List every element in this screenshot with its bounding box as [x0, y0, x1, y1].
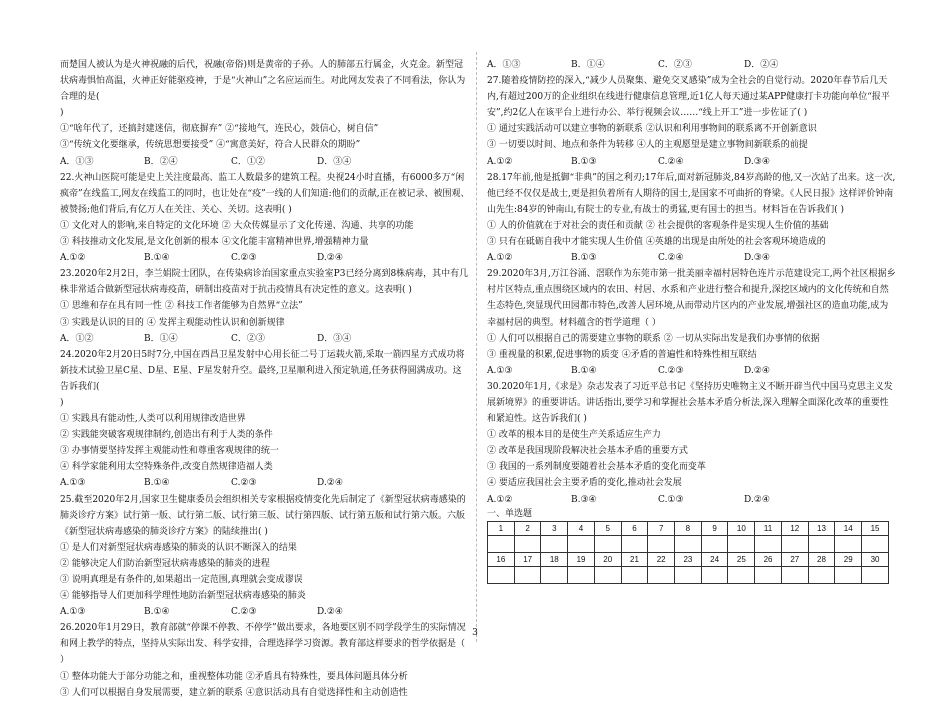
answer-blank-cell[interactable]: [675, 536, 702, 553]
answer-option: A.①②: [487, 494, 513, 505]
answer-blank-cell[interactable]: [648, 536, 675, 553]
question-line: ② 实践能突破客观规律制约,创造出有利于人类的条件: [60, 430, 273, 441]
answer-blank-cell[interactable]: [808, 567, 835, 584]
answer-option: C.②③: [231, 478, 257, 489]
question-line: ① 文化对人的影响,来自特定的文化环境 ② 大众传媒显示了文化传递、沟通、共享的功能: [60, 220, 414, 231]
answer-blank-cell[interactable]: [488, 536, 515, 553]
question-line: ① 人们可以根据自己的需要建立事物的联系 ② 一切从实际出发是我们办事情的依据: [487, 333, 820, 344]
answer-number-cell: 26: [755, 553, 782, 567]
answer-option: D.②④: [317, 253, 343, 264]
question-line: ④ 要适应我国社会主要矛盾的变化,推动社会发展: [487, 478, 682, 489]
question-line: 29.2020年3月,万江谷涌、滘联作为东莞市第一批美丽幸福村居特色连片示范建设完工,两个社区根据乡村片区特点,重点围绕区域内的农田、村居、水系和产业进行整合和提升,深挖区域内的文化传统和自然生态特色,突显现代田园都市特色,改善人居环境,从而带动片区内的产业发展,增强社区的造血功能,成为幸福村居的典型。材料蕴含的哲学道理（ ）: [487, 269, 896, 328]
answer-blank-cell[interactable]: [835, 536, 862, 553]
answer-option: B.①④: [144, 607, 170, 618]
answer-option: C.②③: [231, 253, 257, 264]
answer-blank-cell[interactable]: [701, 567, 728, 584]
answer-number-cell: 14: [835, 522, 862, 536]
answer-number-cell: 19: [568, 553, 595, 567]
column-divider: [476, 52, 477, 642]
answer-option: A.①③: [60, 607, 86, 618]
answer-number-cell: 1: [488, 522, 515, 536]
answer-option: A．①③: [487, 60, 521, 70]
question-line: 24.2020年2月20日5时7分,中国在西昌卫星发射中心用长征二号丁运载火箭,采取一箭四星方式成功将新技术试验卫星C星、D星、E星、F星发射升空。最终,卫星顺利进入预定轨道,任务获得圆满成功。这告诉我们(: [60, 349, 465, 392]
answer-option: A．①③: [60, 156, 94, 167]
answer-number-cell: 27: [781, 553, 808, 567]
answer-blank-cell[interactable]: [514, 536, 541, 553]
question-line: ③ 说明真理是有条件的,如果超出一定范围,真理就会变成谬误: [60, 575, 303, 585]
answer-number-cell: 30: [862, 553, 889, 567]
answer-number-cell: 28: [808, 553, 835, 567]
answer-number-row: [488, 553, 889, 567]
answer-option: B.①③: [571, 156, 597, 167]
answer-options: [60, 475, 470, 491]
question-line: ① 人的价值就在于对社会的责任和贡献 ② 社会提供的客观条件是实现人生价值的基础: [487, 220, 829, 231]
answer-number-cell: 13: [808, 522, 835, 536]
answer-option: A.①②: [60, 253, 86, 264]
answer-blank-cell[interactable]: [488, 567, 515, 584]
answer-blank-cell[interactable]: [755, 567, 782, 584]
left-column: [60, 57, 470, 701]
answer-number-cell: 22: [648, 553, 675, 567]
answer-blank-cell[interactable]: [514, 567, 541, 584]
answer-number-cell: 21: [621, 553, 648, 567]
answer-number-cell: 8: [675, 522, 702, 536]
answer-option: D.②④: [744, 365, 770, 376]
answer-number-cell: 17: [514, 553, 541, 567]
answer-blank-cell[interactable]: [835, 567, 862, 584]
question-line: ③ 科技推动文化发展,是文化创新的根本 ④文化能丰富精神世界,增强精神力量: [60, 237, 369, 248]
answer-option: A.①②: [487, 253, 513, 264]
answer-number-cell: 20: [594, 553, 621, 567]
answer-options: [487, 250, 897, 266]
answer-number-cell: 25: [728, 553, 755, 567]
answer-option: D.②④: [744, 494, 770, 505]
question-line: ① 整体功能大于部分功能之和，重视整体功能 ②矛盾具有特殊性，要具体问题具体分析: [60, 671, 408, 682]
answer-number-cell: 3: [541, 522, 568, 536]
question-line: ① 改革的根本目的是使生产关系适应生产力: [487, 430, 661, 441]
answer-blank-cell[interactable]: [728, 536, 755, 553]
answer-blank-cell[interactable]: [781, 536, 808, 553]
answer-number-cell: 4: [568, 522, 595, 536]
answer-section-title: 一、单选题: [487, 509, 533, 519]
answer-number-cell: 2: [514, 522, 541, 536]
answer-blank-cell[interactable]: [675, 567, 702, 584]
answer-blank-row: [488, 567, 889, 584]
answer-option: D．③④: [317, 156, 352, 167]
answer-number-cell: 24: [701, 553, 728, 567]
answer-blank-cell[interactable]: [862, 567, 889, 584]
answer-options: [487, 363, 897, 379]
answer-option: A.①③: [60, 478, 86, 489]
answer-option: C.②③: [231, 607, 257, 618]
answer-blank-cell[interactable]: [621, 567, 648, 584]
answer-options: [487, 57, 897, 73]
answer-option: C．②③: [658, 60, 692, 70]
answer-option: D．③④: [317, 333, 352, 344]
answer-number-cell: 18: [541, 553, 568, 567]
question-line: ④ 能够指导人们更加科学理性地防治新型冠状病毒感染的肺炎: [60, 591, 306, 602]
answer-option: B．①④: [571, 60, 605, 70]
answer-blank-cell[interactable]: [648, 567, 675, 584]
right-column: [487, 57, 897, 508]
answer-number-row: [488, 522, 889, 536]
answer-option: C.①③: [658, 494, 684, 505]
question-line: ③ 重视量的积累,促进事物的质变 ④矛盾的普遍性和特殊性相互联结: [487, 349, 757, 360]
question-line: ③ 只有在砥砺自我中才能实现人生价值 ④英雄的出现是由所处的社会客观环境造成的: [487, 237, 826, 248]
answer-number-cell: 11: [755, 522, 782, 536]
question-line: 25.截至2020年2月,国家卫生健康委员会组织相关专家根据疫情变化先后制定了《新型冠状病毒感染的肺炎诊疗方案》试行第一版、试行第二版、试行第三版、试行第四版、试行第五版和试行第六版。六版《新型冠状病毒感染的肺炎诊疗方案》的陆续推出( ): [60, 494, 466, 537]
question-line: ② 能够决定人们防治新型冠状病毒感染的肺炎的进程: [60, 558, 270, 569]
answer-option: B.①④: [571, 365, 597, 376]
question-line: 27.随着疫情防控的深入,“减少人员聚集、避免交叉感染”成为全社会的自觉行动。2020年春节后几天内,有超过200万的企业组织在线进行健康信息管理,近1亿人每天通过某APP健康打卡功能向单位“报平安”,约2亿人在该平台上进行办公、举行视频会议……“线上开工”进一步佐证了( ): [487, 76, 890, 119]
answer-number-cell: 29: [835, 553, 862, 567]
question-line: ④ 科学家能利用太空特殊条件,改变自然规律造福人类: [60, 462, 273, 473]
answer-option: C.②④: [658, 156, 684, 167]
answer-blank-cell[interactable]: [568, 567, 595, 584]
question-line: 23.2020年2月2日，李兰娟院士团队，在传染病诊治国家重点实验室P3已经分离到8株病毒，其中有几株非常适合做新型冠状病毒疫苗，研制出疫苗对于抗击疫情具有决定性的意义。这表明( ): [60, 269, 469, 296]
question-line: ③ 一切要以时间、地点和条件为转移 ④人的主观愿望是建立事物间新联系的前提: [487, 140, 808, 151]
answer-number-cell: 23: [675, 553, 702, 567]
answer-blank-row: [488, 536, 889, 553]
answer-number-cell: 5: [594, 522, 621, 536]
question-line: 22.火神山医院可能是史上关注度最高、监工人数最多的建筑工程。央视24小时直播，有6000多万“闲疯帝”在线监工,网友在线监工的同时，也让处在“疫”一线的人们知道:他们的贡献,正在被记录、被围观、被赞扬;他们背后,有亿万人在关注、关心、关切。这表明( ): [60, 172, 470, 215]
answer-option: B．②④: [144, 156, 178, 167]
answer-blank-cell[interactable]: [594, 567, 621, 584]
answer-blank-cell[interactable]: [755, 536, 782, 553]
answer-option: A.①③: [487, 365, 513, 376]
answer-option: D.③④: [744, 156, 770, 167]
answer-option: D．②④: [744, 60, 779, 70]
answer-number-cell: 7: [648, 522, 675, 536]
answer-option: C．①②: [231, 156, 265, 167]
answer-option: D.③④: [744, 253, 770, 264]
answer-blank-cell[interactable]: [594, 536, 621, 553]
answer-options: [60, 154, 470, 170]
answer-blank-cell[interactable]: [808, 536, 835, 553]
question-line: 26.2020年1月29日，教育部就“停课不停教、不停学”做出要求，各地要区别不同学段学生的实际情况和网上教学的特点，坚持从实际出发、科学安排，合理选择学习资源。教育部这样要求的哲学依据是（ ）: [60, 623, 466, 666]
question-line: ③ 实践是认识的目的 ④ 发挥主观能动性认识和创新规律: [60, 317, 285, 328]
question-line: ③ 办事情要坚持发挥主观能动性和尊重客观规律的统一: [60, 446, 279, 457]
answer-option: C.②④: [658, 253, 684, 264]
answer-option: A．①②: [60, 333, 94, 344]
answer-blank-cell[interactable]: [701, 536, 728, 553]
answer-blank-cell[interactable]: [541, 567, 568, 584]
answer-option: D.②④: [317, 607, 343, 618]
answer-grid: [487, 521, 889, 584]
answer-blank-cell[interactable]: [781, 567, 808, 584]
page-number: 3: [472, 628, 478, 638]
answer-option: B.③④: [571, 494, 597, 505]
answer-blank-cell[interactable]: [541, 536, 568, 553]
question-line: ① 是人们对新型冠状病毒感染的肺炎的认识不断深入的结果: [60, 542, 297, 553]
answer-option: B.①④: [144, 253, 170, 264]
answer-blank-cell[interactable]: [728, 567, 755, 584]
question-line: ① 思维和存在具有同一性 ② 科技工作者能够为自然界“立法”: [60, 301, 303, 312]
answer-blank-cell[interactable]: [862, 536, 889, 553]
answer-number-cell: 16: [488, 553, 515, 567]
question-line: ① 实践具有能动性,人类可以利用规律改造世界: [60, 414, 246, 425]
answer-blank-cell[interactable]: [621, 536, 648, 553]
answer-option: C.②③: [658, 365, 684, 376]
answer-number-cell: 15: [862, 522, 889, 536]
answer-option: B.①④: [144, 478, 170, 489]
answer-options: [60, 604, 470, 620]
answer-number-cell: 9: [701, 522, 728, 536]
question-line: ): [60, 397, 64, 408]
answer-number-cell: 6: [621, 522, 648, 536]
answer-option: D.②④: [317, 478, 343, 489]
question-line: ③ 我国的一系列制度要随着社会基本矛盾的变化而变革: [487, 462, 706, 473]
question-line: ① 通过实践活动可以建立事物的新联系 ②认识和利用事物间的联系离不开创新意识: [487, 124, 817, 135]
answer-number-cell: 12: [781, 522, 808, 536]
question-line: ② 改革是我国现阶段解决社会基本矛盾的重要方式: [487, 446, 688, 457]
answer-options: [60, 250, 470, 266]
answer-option: C．②③: [231, 333, 265, 344]
question-line: 28.17年前,他是抵御“非典”的国之利刃;17年后,面对新冠肺炎,84岁高龄的他,又一次站了出来。这一次,他已经不仅仅是战士,更是担负着所有人期待的国士,是国家不可曲折的脊梁。《人民日报》这样评价钟南山先生:84岁的钟南山,有院士的专业,有战士的勇猛,更有国士的担当。材料旨在告诉我们( ): [487, 172, 896, 215]
answer-options: [487, 154, 897, 170]
answer-options: [60, 331, 470, 347]
question-line: ): [60, 108, 64, 119]
question-line: ③ 人们可以根据自身发展需要，建立新的联系 ④意识活动具有自觉选择性和主动创造性: [60, 687, 408, 698]
answer-option: B．①④: [144, 333, 178, 344]
answer-options: [487, 492, 897, 508]
answer-blank-cell[interactable]: [568, 536, 595, 553]
question-line: 30.2020年1月,《求是》杂志发表了习近平总书记《坚持历史唯物主义不断开辟当代中国马克思主义发展新境界》的重要讲话。讲话指出,要学习和掌握社会基本矛盾分析法,深入理解全面深化改革的重要性和紧迫性。这告诉我们( ): [487, 381, 893, 425]
question-line: ①“啥年代了，还搞封建迷信，彻底摒弃” ②“接地气，连民心，鼓信心，树自信”: [60, 124, 379, 135]
answer-option: B.①③: [571, 253, 597, 264]
answer-number-cell: 10: [728, 522, 755, 536]
question-line: ③“传统文化要继承，传统思想要接受” ④“寓意美好，符合人民群众的期盼”: [60, 140, 361, 151]
question-line: 而楚国人被认为是火神祝融的后代，祝融(帝俗)则是黄帝的子孙。人的肺部五行属金，火克金。新型冠状病毒惧怕高温，火神正好能驱疫神，于是“火神山”之名应运而生。对此网友发表了不同看法，你认为合理的是(: [60, 60, 466, 103]
answer-option: A.①②: [487, 156, 513, 167]
